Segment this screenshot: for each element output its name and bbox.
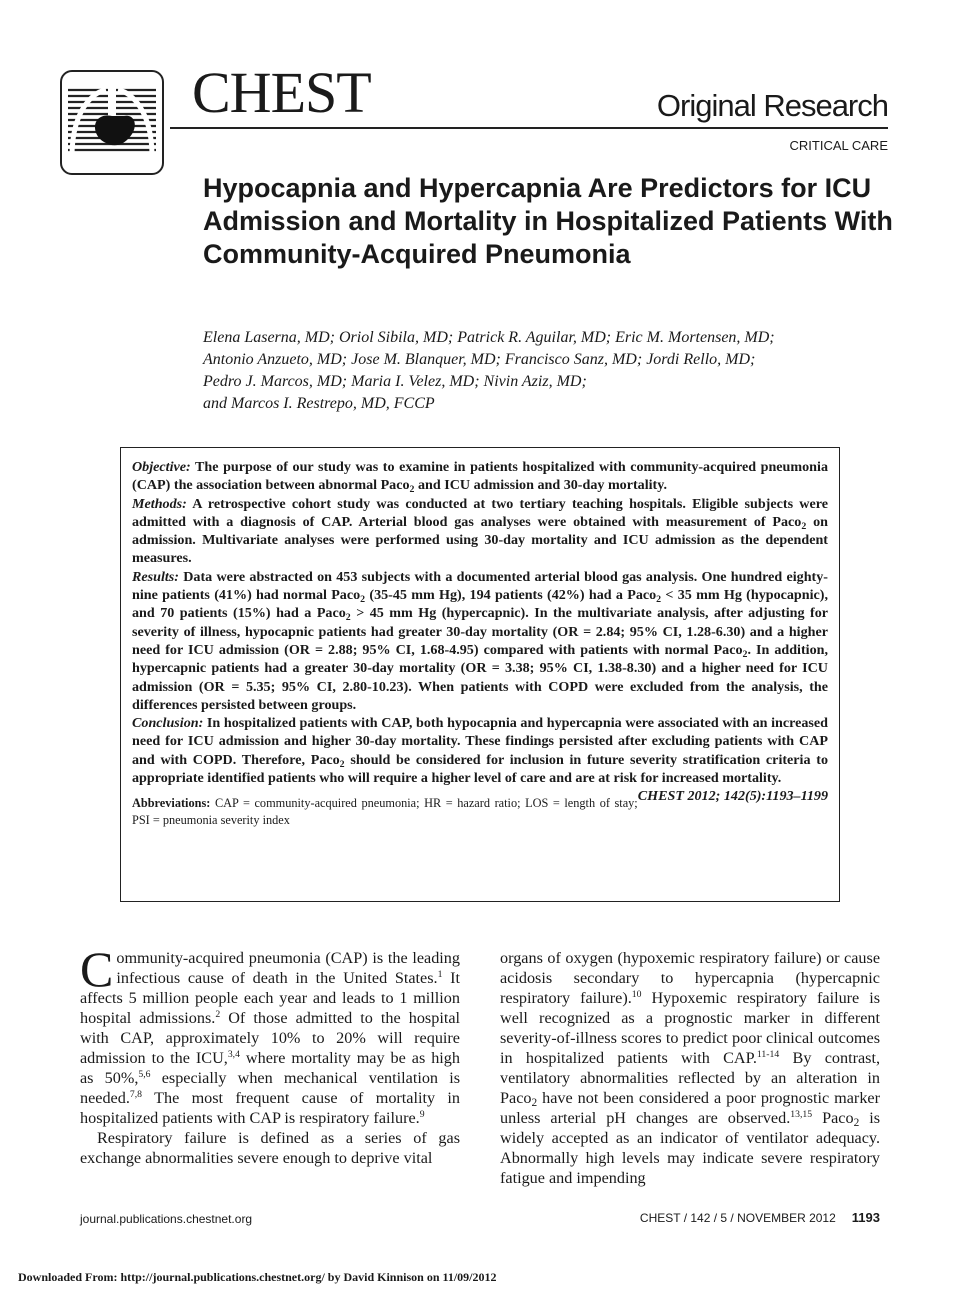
- body-paragraph: Respiratory failure is defined as a series of gas exchange abnormalities severe enough to deprive vital: [80, 1129, 460, 1167]
- abstract-objective: Objective: The purpose of our study was to examine in patients hospitalized with community-acquired pneumonia (CAP) the association between abnormal Paco$_2$ and ICU admission and 30-day mortality.: [132, 459, 828, 496]
- issue-text: CHEST / 142 / 5 / NOVEMBER 2012: [639, 1211, 836, 1225]
- section-label: Original Research: [656, 88, 888, 123]
- author-line: Elena Laserna, MD; Oriol Sibila, MD; Patrick R. Aguilar, MD; Eric M. Mortensen, MD;: [203, 329, 775, 346]
- issue-info: [640, 1210, 880, 1225]
- body-paragraph: organs of oxygen (hypoxemic respiratory failure) or cause acidosis secondary to hypercapnia (hypercapnic respiratory failure).$^{10}$ Hypoxemic respiratory failure is well recognized as a prognostic marker in different severity-of-illness scores to predict poor clinical outcomes in hospitalized patients with CAP.$^{11-14}$ By contrast, ventilatory abnormalities reflected by an alteration in Paco$_2$ have not been considered a poor prognostic marker unless arterial pH changes are observed.$^{13,15}$ Paco$_2$ is widely accepted as an indicator of ventilator adequacy. Abnormally high levels may indicate severe respiratory fatigue and impending: [500, 949, 880, 1187]
- journal-name: CHEST: [192, 60, 371, 125]
- methods-label: Methods:: [132, 495, 187, 512]
- download-notice: Downloaded From: http://journal.publications.chestnet.org/ by David Kinnison on 11/09/2012: [18, 1270, 497, 1284]
- abbreviations-label: Abbreviations:: [132, 796, 211, 811]
- article-title: Hypocapnia and Hypercapnia Are Predictors for ICU Admission and Mortality in Hospitalized Patients With Community-Acquired Pneumonia: [203, 173, 893, 269]
- author-line: Antonio Anzueto, MD; Jose M. Blanquer, MD; Francisco Sanz, MD; Jordi Rello, MD;: [203, 351, 756, 368]
- page-number: 1193: [851, 1210, 880, 1225]
- author-list: [203, 327, 893, 415]
- body-column-right: [500, 948, 880, 1188]
- author-line: and Marcos I. Restrepo, MD, FCCP: [203, 395, 435, 412]
- header-divider: [170, 127, 888, 129]
- citation: CHEST 2012; 142(5):1193–1199: [637, 788, 828, 805]
- drop-cap: C: [80, 941, 114, 997]
- journal-logo: [60, 70, 164, 175]
- abstract-conclusion: Conclusion: In hospitalized patients with CAP, both hypocapnia and hypercapnia were associated with an increased need for ICU admission and higher 30-day mortality. These findings persisted after excluding patients with CAP and with COPD. Therefore, Paco$_2$ should be considered for inclusion in future severity stratification criteria to appropriate identified patients who will require a higher level of care and are at risk for increased mortality. CHEST 2012; 142(5):1193–1199: [132, 715, 828, 805]
- body-paragraph: Community-acquired pneumonia (CAP) is the leading infectious cause of death in the United States.$^1$ It affects 5 million people each year and leads to 1 million hospital admissions.$^2$ Of those admitted to the hospital with CAP, approximately 10% to 20% will require admission to the ICU,$^{3,4}$ where mortality may be as high as 50%,$^{5,6}$ especially when mechanical ventilation is needed.$^{7,8}$ The most frequent cause of mortality in hospitalized patients with CAP is respiratory failure.$^9$: [80, 941, 460, 1127]
- subsection-label: CRITICAL CARE: [789, 138, 888, 153]
- lungs-logo-icon: [62, 72, 162, 173]
- conclusion-label: Conclusion:: [132, 715, 204, 732]
- abstract-results: Results: Data were abstracted on 453 subjects with a documented arterial blood gas analysis. One hundred eighty-nine patients (41%) had normal Paco$_2$ (35-45 mm Hg), 194 patients (42%) had a Paco$_2$ < 35 mm Hg (hypocapnic), and 70 patients (15%) had a Paco$_2$ > 45 mm Hg (hypercapnic). In the multivariate analysis, after adjusting for severity of illness, hypocapnic patients had greater 30-day mortality (OR = 2.84; 95% CI, 1.28-6.30) and a higher need for ICU admission (OR = 2.88; 95% CI, 1.68-4.95) compared with patients with normal Paco$_2$. In addition, hypercapnic patients had a greater 30-day mortality (OR = 3.38; 95% CI, 1.38-8.30) and a higher need for ICU admission (OR = 5.35; 95% CI, 2.80-10.23). When patients with COPD were excluded from the analysis, the differences persisted between groups.: [132, 568, 829, 713]
- journal-url[interactable]: journal.publications.chestnet.org: [80, 1212, 253, 1226]
- abstract-methods: Methods: A retrospective cohort study was conducted at two tertiary teaching hospitals. Eligible subjects were admitted with a diagnosis of CAP. Arterial blood gas analyses were obtained with measurement of Paco$_2$ on admission. Multivariate analyses were performed using 30-day mortality and ICU admission as the dependent measures.: [132, 495, 828, 567]
- abbreviations-text: CAP = community-acquired pneumonia; HR = hazard ratio; LOS = length of stay; PSI = pneumonia severity index: [132, 796, 638, 828]
- author-line: Pedro J. Marcos, MD; Maria I. Velez, MD; Nivin Aziz, MD;: [203, 373, 587, 390]
- objective-label: Objective:: [132, 459, 191, 475]
- abstract-box: [120, 447, 840, 902]
- body-column-left: [80, 941, 460, 1168]
- results-label: Results:: [132, 568, 179, 585]
